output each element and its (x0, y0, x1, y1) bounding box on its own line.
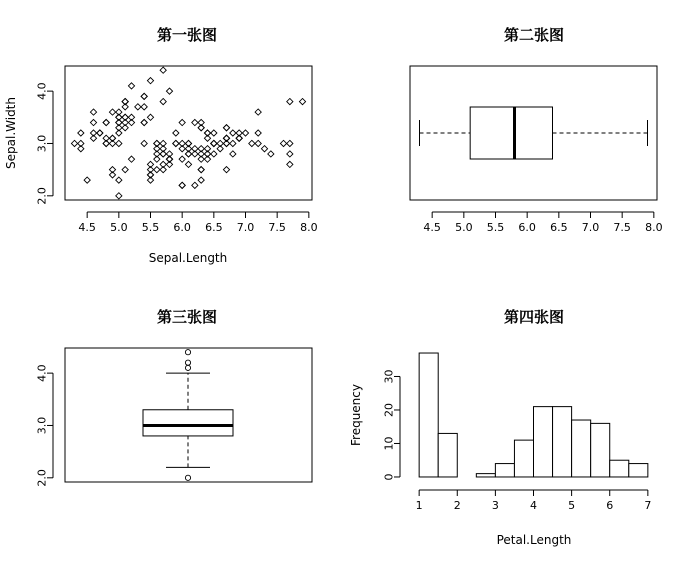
data-point (198, 167, 204, 173)
y-tick-label: 0 (382, 473, 396, 481)
x-tick-label: 6.5 (205, 221, 223, 234)
x-tick-label: 4.5 (78, 221, 96, 234)
data-point (109, 109, 115, 115)
x-tick-label: 5.5 (486, 221, 505, 234)
data-point (78, 130, 84, 136)
data-point (141, 104, 147, 110)
histogram-bar (629, 464, 648, 477)
data-point (97, 130, 103, 136)
data-point (198, 177, 204, 183)
data-point (147, 78, 153, 84)
data-point (141, 93, 147, 99)
x-tick-label: 4 (530, 499, 537, 512)
x-tick-label: 7.5 (613, 221, 631, 234)
histogram-bar (591, 423, 610, 477)
data-point (211, 140, 217, 146)
histogram-bar (572, 420, 591, 477)
y-tick-label: 2.0 (35, 469, 49, 487)
data-point (192, 119, 198, 125)
data-point (211, 140, 217, 146)
data-point (211, 151, 217, 157)
data-point (116, 177, 122, 183)
data-point (287, 161, 293, 167)
data-point (141, 119, 147, 125)
data-point (179, 156, 185, 162)
x-tick-label: 6 (606, 499, 614, 512)
plot-title: 第三张图 (156, 308, 218, 326)
data-point (103, 119, 109, 125)
x-tick-label: 1 (415, 499, 423, 512)
data-point (166, 88, 172, 94)
outlier-point (185, 365, 190, 370)
data-point (223, 167, 229, 173)
x-axis-label: Petal.Length (496, 533, 572, 547)
data-point (90, 119, 96, 125)
outlier-point (185, 350, 190, 355)
x-tick-label: 6.5 (550, 221, 568, 234)
y-tick-label: 2.0 (35, 187, 49, 205)
box-iqr (470, 107, 552, 159)
data-point (261, 146, 267, 152)
x-tick-label: 5.0 (110, 221, 128, 234)
scatter-plot-panel (4, 26, 318, 265)
plot-title: 第四张图 (503, 308, 565, 326)
data-point (179, 182, 185, 188)
x-tick-label: 6.0 (173, 221, 191, 234)
data-point (122, 167, 128, 173)
histogram-bar (476, 474, 495, 477)
data-point (71, 140, 77, 146)
outlier-point (185, 475, 190, 480)
y-tick-label: 20 (382, 402, 396, 417)
data-point (116, 193, 122, 199)
x-tick-label: 8.0 (645, 221, 663, 234)
data-point (135, 104, 141, 110)
x-tick-label: 7 (644, 499, 652, 512)
data-point (179, 119, 185, 125)
data-point (84, 177, 90, 183)
x-tick-label: 2 (453, 499, 461, 512)
data-point (116, 140, 122, 146)
x-axis-label: Sepal.Length (148, 251, 228, 265)
histogram-bar (438, 433, 457, 477)
x-tick-label: 4.5 (423, 221, 441, 234)
histogram-bar (495, 464, 514, 477)
data-point (128, 83, 134, 89)
data-point (287, 98, 293, 104)
data-point (280, 140, 286, 146)
data-point (242, 130, 248, 136)
data-point (173, 130, 179, 136)
x-tick-label: 8.0 (300, 221, 318, 234)
data-point (249, 140, 255, 146)
data-point (192, 182, 198, 188)
data-point (128, 156, 134, 162)
data-point (223, 125, 229, 131)
data-point (90, 109, 96, 115)
data-point (287, 151, 293, 157)
data-point (141, 119, 147, 125)
data-point (230, 130, 236, 136)
y-axis-label: Sepal.Width (4, 97, 18, 169)
x-tick-label: 5.5 (141, 221, 160, 234)
data-point (268, 151, 274, 157)
data-point (211, 130, 217, 136)
data-point (97, 130, 103, 136)
outlier-point (185, 360, 190, 365)
histogram-bar (534, 407, 553, 477)
box-iqr (143, 410, 233, 436)
data-point (154, 167, 160, 173)
y-tick-label: 4.0 (35, 82, 49, 100)
data-point (160, 67, 166, 73)
histogram-panel (349, 308, 651, 547)
histogram-bar (610, 460, 629, 477)
data-point (230, 151, 236, 157)
x-tick-label: 6.0 (518, 221, 536, 234)
x-tick-label: 7.0 (581, 221, 600, 234)
data-point (147, 114, 153, 120)
data-point (185, 161, 191, 167)
data-point (103, 119, 109, 125)
data-point (198, 167, 204, 173)
plot-frame (65, 66, 312, 200)
x-tick-label: 5 (568, 499, 576, 512)
data-point (255, 109, 261, 115)
vertical-boxplot-panel (36, 308, 313, 487)
x-tick-label: 7.5 (268, 221, 286, 234)
data-point (141, 140, 147, 146)
y-axis-label: Frequency (349, 384, 363, 446)
data-point (211, 140, 217, 146)
data-point (160, 98, 166, 104)
y-tick-label: 30 (382, 369, 396, 384)
data-point (255, 130, 261, 136)
data-point (287, 140, 293, 146)
data-point (141, 93, 147, 99)
data-point (299, 98, 305, 104)
x-tick-label: 3 (491, 499, 499, 512)
histogram-bar (553, 407, 572, 477)
x-tick-label: 7.0 (236, 221, 255, 234)
y-tick-label: 3.0 (35, 134, 49, 153)
y-tick-label: 3.0 (35, 416, 49, 435)
data-point (173, 140, 179, 146)
histogram-bar (419, 353, 438, 477)
data-point (223, 125, 229, 131)
plot-title: 第二张图 (503, 26, 565, 44)
histogram-bar (514, 440, 533, 477)
y-tick-label: 10 (382, 436, 396, 451)
data-point (230, 140, 236, 146)
data-point (173, 140, 179, 146)
data-point (179, 182, 185, 188)
data-point (255, 140, 261, 146)
y-tick-label: 4.0 (35, 364, 49, 382)
x-tick-label: 5.0 (455, 221, 473, 234)
plot-title: 第一张图 (156, 26, 218, 44)
horizontal-boxplot-panel (410, 26, 663, 234)
